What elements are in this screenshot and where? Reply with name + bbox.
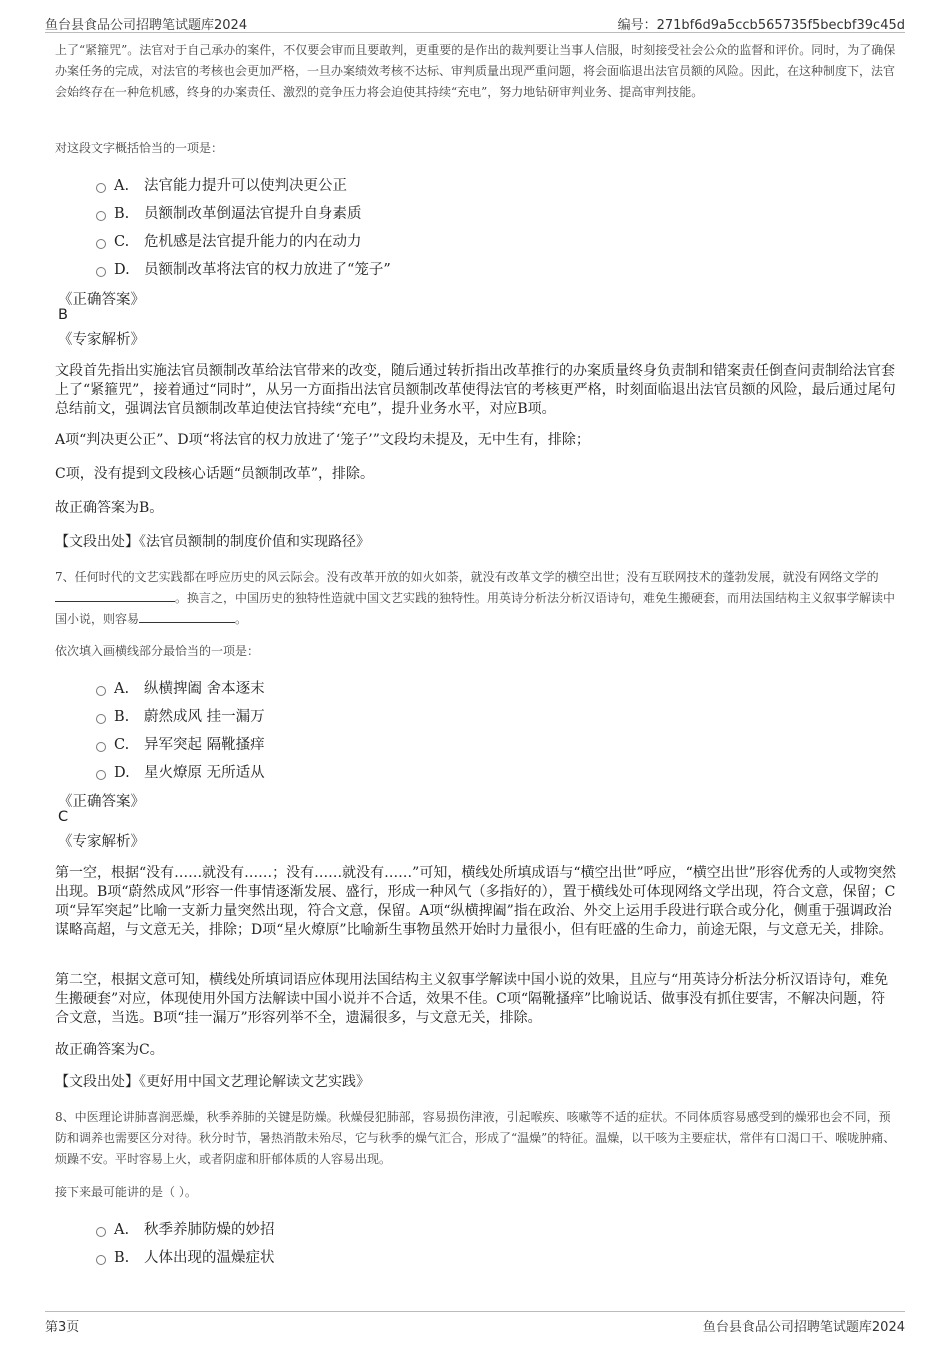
option-text: 蔚然成风 挂一漏万: [144, 709, 265, 725]
q8-option-b[interactable]: [96, 1246, 275, 1268]
radio-icon[interactable]: [96, 239, 106, 249]
q7-blank-1: [55, 589, 175, 602]
option-letter: D.: [114, 262, 130, 278]
option-text: 法官能力提升可以使判决更公正: [144, 178, 347, 194]
option-letter: B.: [114, 1250, 130, 1266]
option-letter: A.: [114, 681, 130, 697]
radio-icon[interactable]: [96, 183, 106, 193]
page-number: 第3页: [45, 1320, 80, 1335]
q6-option-b[interactable]: [96, 202, 362, 224]
q7-text-part-3: 。: [235, 612, 248, 626]
q6-analysis-label: 《专家解析》: [58, 332, 145, 348]
q6-option-a[interactable]: [96, 174, 347, 196]
footer-title: 鱼台县食品公司招聘笔试题库2024: [702, 1320, 905, 1335]
option-text: 异军突起 隔靴搔痒: [144, 737, 265, 753]
q7-source: 【文段出处】《更好用中国文艺理论解读文艺实践》: [55, 1074, 370, 1090]
q6-option-d[interactable]: [96, 258, 391, 280]
q6-answer-label: 《正确答案》: [58, 292, 145, 308]
q7-option-a[interactable]: [96, 677, 265, 699]
q7-analysis-2: 第二空，根据文意可知，横线处所填词语应体现用法国结构主义叙事学解读中国小说的效果，且应与“用英诗分析法分析汉语诗句，难免生搬硬套”对应，体现使用外国方法解读中国小说并不合适，效果不佳。C项“隔靴搔痒”比喻说话、做事没有抓住要害，不解决问题，符合文意，当选。B项“挂一漏万”形容列举不全，遗漏很多，与文意无关，排除。: [55, 972, 889, 1026]
option-letter: C.: [114, 234, 130, 250]
q7-answer-label: 《正确答案》: [58, 794, 145, 810]
radio-icon[interactable]: [96, 1227, 106, 1237]
q7-text-part-1: 7、任何时代的文艺实践都在呼应历史的风云际会。没有改革开放的如火如荼，就没有改革文学的横空出世；没有互联网技术的蓬勃发展，就没有网络文学的: [55, 570, 879, 584]
q6-passage: 上了“紧箍咒”。法官对于自己承办的案件，不仅要会审而且要敢判，更重要的是作出的裁判要让当事人信服，时刻接受社会公众的监督和评价。同时，为了确保办案任务的完成，对法官的考核也会更加严格，一旦办案绩效考核不达标、审判质量出现严重问题，将会面临退出法官员额的风险。因此，在这种制度下，法官会始终存在一种危机感，终身的办案责任、激烈的竞争压力将会迫使其持续“充电”，努力地钻研审判业务、提高审判技能。: [55, 43, 896, 99]
option-letter: A.: [114, 178, 130, 194]
option-text: 秋季养肺防燥的妙招: [144, 1222, 275, 1238]
q8-prompt: 接下来最可能讲的是（ ）。: [55, 1185, 197, 1199]
option-text: 危机感是法官提升能力的内在动力: [144, 234, 362, 250]
q7-blank-2: [139, 610, 235, 623]
radio-icon[interactable]: [96, 686, 106, 696]
option-text: 员额制改革倒逼法官提升自身素质: [144, 206, 362, 222]
option-letter: D.: [114, 765, 130, 781]
radio-icon[interactable]: [96, 770, 106, 780]
page-header: [45, 10, 905, 33]
q7-option-b[interactable]: [96, 705, 265, 727]
option-letter: C.: [114, 737, 130, 753]
q6-analysis-2: A项“判决更公正”、D项“将法官的权力放进了‘笼子’”文段均未提及，无中生有，排除；: [55, 432, 590, 448]
q6-analysis-3: C项，没有提到文段核心话题“员额制改革”，排除。: [55, 466, 375, 482]
q6-analysis-1: 文段首先指出实施法官员额制改革给法官带来的改变，随后通过转折指出改革推行的办案质量终身负责制和错案责任倒查问责制给法官套上了“紧箍咒”，接着通过“同时”，从另一方面指出法官员额制改革使得法官的考核更严格，时刻面临退出法官员额的风险，最后通过尾句总结前文，强调法官员额制改革迫使法官持续“充电”，提升业务水平，对应B项。: [55, 363, 896, 417]
option-text: 员额制改革将法官的权力放进了“笼子”: [144, 262, 391, 278]
q7-analysis-1: 第一空，根据“没有……就没有……；没有……就没有……”可知，横线处所填成语与“横空出世”呼应，“横空出世”形容优秀的人或物突然出现。B项“蔚然成风”形容一件事情逐渐发展、盛行，形成一种风气（多指好的），置于横线处可体现网络文学出现，符合文意，保留；C项“异军突起”比喻一支新力量突然出现，符合文意，保留。A项“纵横捭阖”指在政治、外交上运用手段进行联合或分化，侧重于强调政治谋略高超，与文意无关，排除；D项“星火燎原”比喻新生事物虽然开始时力量很小，但有旺盛的生命力，前途无限，与文意无关，排除。: [55, 865, 896, 938]
q6-answer: B: [58, 307, 68, 323]
radio-icon[interactable]: [96, 1255, 106, 1265]
header-code: 编号：271bf6d9a5ccb565735f5becbf39c45d: [617, 18, 905, 33]
q8-text: 8、中医理论讲肺喜润恶燥，秋季养肺的关键是防燥。秋燥侵犯肺部，容易损伤津液，引起喉疾、咳嗽等不适的症状。不同体质容易感受到的燥邪也会不同，预防和调养也需要区分对待。秋分时节，暑热消散未殆尽，它与秋季的燥气汇合，形成了“温燥”的特征。温燥，以干咳为主要症状，常伴有口渴口干、喉咙肿痛、烦躁不安。平时容易上火，或者阴虚和肝郁体质的人容易出现。: [55, 1110, 896, 1166]
q7-analysis-3: 故正确答案为C。: [55, 1042, 164, 1058]
radio-icon[interactable]: [96, 742, 106, 752]
q7-analysis-label: 《专家解析》: [58, 834, 145, 850]
option-letter: B.: [114, 206, 130, 222]
q7-option-c[interactable]: [96, 733, 265, 755]
radio-icon[interactable]: [96, 714, 106, 724]
header-title: 鱼台县食品公司招聘笔试题库2024: [45, 18, 248, 33]
page-footer: [45, 1311, 905, 1336]
q6-analysis-4: 故正确答案为B。: [55, 500, 164, 516]
q7-prompt: 依次填入画横线部分最恰当的一项是：: [55, 644, 260, 658]
q7-text: [55, 567, 897, 630]
option-text: 纵横捭阖 舍本逐末: [144, 681, 265, 697]
option-letter: B.: [114, 709, 130, 725]
radio-icon[interactable]: [96, 211, 106, 221]
q6-source: 【文段出处】《法官员额制的制度价值和实现路径》: [55, 534, 370, 550]
option-text: 星火燎原 无所适从: [144, 765, 265, 781]
q8-option-a[interactable]: [96, 1218, 275, 1240]
radio-icon[interactable]: [96, 267, 106, 277]
option-letter: A.: [114, 1222, 130, 1238]
q7-text-part-2: 。换言之，中国历史的独特性造就中国文艺实践的独特性。用英诗分析法分析汉语诗句，难免生搬硬套，而用法国结构主义叙事学解读中国小说，则容易: [55, 591, 896, 626]
option-text: 人体出现的温燥症状: [144, 1250, 275, 1266]
q6-option-c[interactable]: [96, 230, 362, 252]
q6-prompt: 对这段文字概括恰当的一项是：: [55, 141, 224, 155]
q7-answer: C: [58, 809, 69, 825]
q7-option-d[interactable]: [96, 761, 265, 783]
